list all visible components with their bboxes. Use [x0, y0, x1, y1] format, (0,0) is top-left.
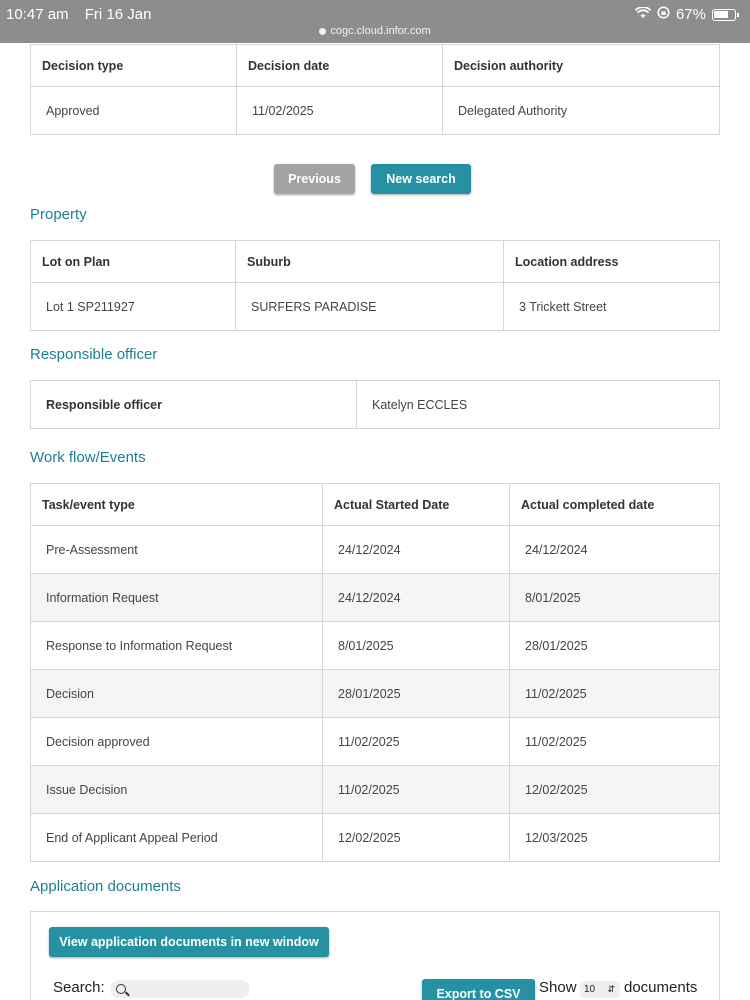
- table-row: [31, 574, 720, 622]
- chevron-updown-icon: ⇵: [607, 984, 615, 994]
- lot-on-plan-header: Lot on Plan: [31, 241, 236, 283]
- started-date-cell: 24/12/2024: [323, 526, 510, 574]
- status-indicators: [635, 6, 736, 23]
- decision-table: [30, 44, 720, 135]
- task-type-cell: Response to Information Request: [31, 622, 323, 670]
- url-bar[interactable]: [0, 25, 750, 37]
- responsible-officer-value: Katelyn ECCLES: [357, 381, 720, 429]
- documents-label: documents: [624, 979, 698, 996]
- table-row: [31, 526, 720, 574]
- decision-date-header: Decision date: [237, 45, 443, 87]
- task-type-cell: Pre-Assessment: [31, 526, 323, 574]
- battery-icon: [712, 9, 736, 21]
- url-text: cogc.cloud.infor.com: [330, 25, 431, 37]
- completed-date-cell: 28/01/2025: [510, 622, 720, 670]
- started-date-cell: 11/02/2025: [323, 718, 510, 766]
- decision-authority-header: Decision authority: [443, 45, 720, 87]
- task-type-cell: End of Applicant Appeal Period: [31, 814, 323, 862]
- decision-header-row: [31, 45, 720, 87]
- task-type-header: Task/event type: [31, 484, 323, 526]
- lot-on-plan-link[interactable]: Lot 1 SP211927: [31, 283, 236, 331]
- search-input[interactable]: [110, 980, 250, 998]
- completed-date-cell: 12/03/2025: [510, 814, 720, 862]
- workflow-title: Work flow/Events: [30, 449, 146, 466]
- table-row: [31, 718, 720, 766]
- search-label: Search:: [53, 979, 105, 996]
- started-date-cell: 8/01/2025: [323, 622, 510, 670]
- status-date: Fri 16 Jan: [84, 6, 152, 23]
- status-time: 10:47 am: [6, 6, 69, 23]
- workflow-table: [30, 483, 720, 862]
- page-size-select[interactable]: [580, 981, 620, 998]
- property-header-row: [31, 241, 720, 283]
- started-date-cell: 28/01/2025: [323, 670, 510, 718]
- decision-type-header: Decision type: [31, 45, 237, 87]
- new-search-button[interactable]: New search: [371, 164, 471, 194]
- decision-authority-cell: Delegated Authority: [443, 87, 720, 135]
- suburb-cell: SURFERS PARADISE: [236, 283, 504, 331]
- status-clock: [6, 6, 163, 23]
- table-row: [31, 814, 720, 862]
- show-label: Show: [539, 979, 577, 996]
- table-row: [31, 670, 720, 718]
- completed-date-cell: 11/02/2025: [510, 670, 720, 718]
- completed-date-cell: 24/12/2024: [510, 526, 720, 574]
- table-row: [31, 622, 720, 670]
- decision-type-cell: Approved: [31, 87, 237, 135]
- export-csv-button[interactable]: Export to CSV: [422, 979, 535, 1000]
- completed-date-cell: 8/01/2025: [510, 574, 720, 622]
- started-date-cell: 24/12/2024: [323, 574, 510, 622]
- workflow-header-row: [31, 484, 720, 526]
- wifi-icon: [635, 6, 651, 23]
- started-date-cell: 12/02/2025: [323, 814, 510, 862]
- task-type-cell: Information Request: [31, 574, 323, 622]
- responsible-officer-table: [30, 380, 720, 429]
- task-type-cell: Decision: [31, 670, 323, 718]
- lock-icon: [319, 28, 326, 35]
- started-date-header: Actual Started Date: [323, 484, 510, 526]
- started-date-cell: 11/02/2025: [323, 766, 510, 814]
- completed-date-cell: 11/02/2025: [510, 718, 720, 766]
- property-title: Property: [30, 206, 87, 223]
- table-row: [31, 766, 720, 814]
- property-table: [30, 240, 720, 331]
- responsible-officer-title: Responsible officer: [30, 346, 158, 363]
- location-address-header: Location address: [504, 241, 720, 283]
- search-icon: [116, 984, 126, 994]
- view-documents-button[interactable]: View application documents in new window: [49, 927, 329, 957]
- suburb-header: Suburb: [236, 241, 504, 283]
- decision-row: [31, 87, 720, 135]
- property-row: [31, 283, 720, 331]
- status-bar: [0, 0, 750, 43]
- completed-date-cell: 12/02/2025: [510, 766, 720, 814]
- responsible-officer-row: [31, 381, 720, 429]
- task-type-cell: Issue Decision: [31, 766, 323, 814]
- application-documents-title: Application documents: [30, 878, 181, 895]
- location-address-cell: 3 Trickett Street: [504, 283, 720, 331]
- battery-percent: 67%: [675, 6, 706, 23]
- decision-date-cell: 11/02/2025: [237, 87, 443, 135]
- page-size-value: 10: [584, 984, 596, 995]
- orientation-lock-icon: [657, 6, 670, 23]
- responsible-officer-label: Responsible officer: [31, 381, 357, 429]
- completed-date-header: Actual completed date: [510, 484, 720, 526]
- task-type-cell: Decision approved: [31, 718, 323, 766]
- previous-button[interactable]: Previous: [274, 164, 355, 194]
